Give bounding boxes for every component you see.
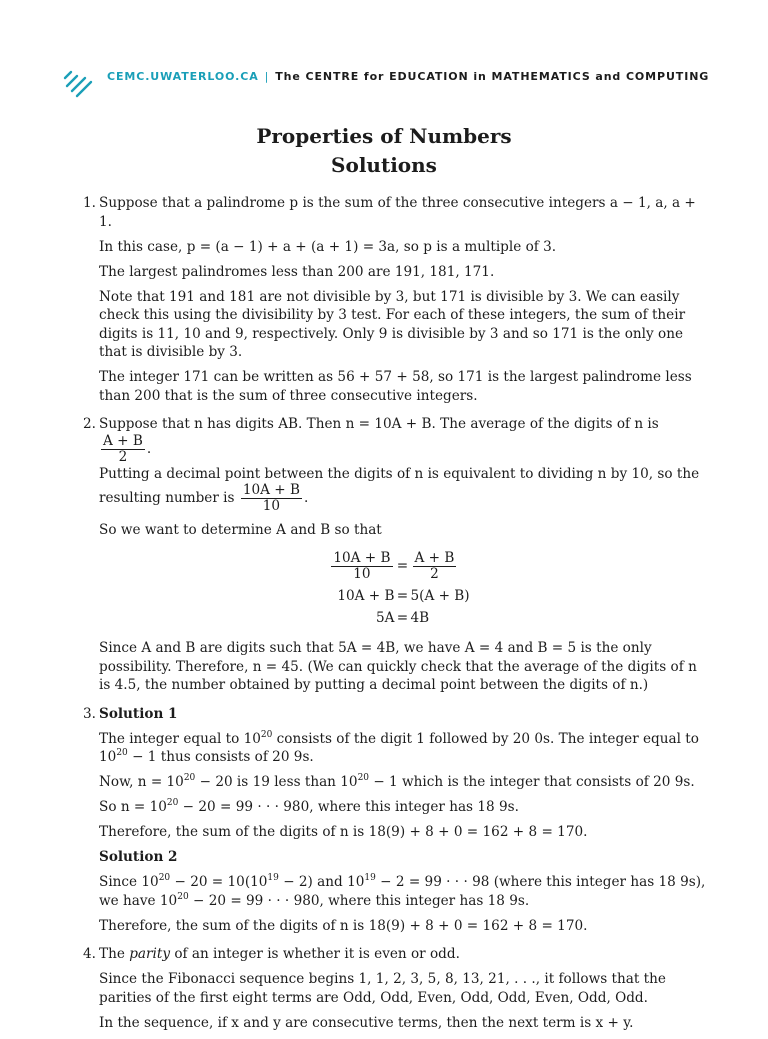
header-text: [107, 70, 709, 83]
solutions-list: [78, 194, 706, 1039]
denominator: 10: [262, 498, 281, 514]
item-number: 1.: [83, 195, 96, 211]
page-subtitle: Solutions: [331, 153, 437, 177]
item-number: 2.: [83, 416, 96, 432]
paragraph: The integer equal to $10^{20}$ consists of the digit 1 followed by 20 0s. The integer equal to $10^{20} - 1$ thus consists of 20 9s.: [99, 729, 699, 765]
denominator: 2: [118, 448, 128, 465]
solution-item-4: [78, 945, 706, 1032]
paragraph: The parity of an integer is whether it is even or odd.: [99, 946, 460, 962]
equation-rhs: 5(A + B): [410, 587, 470, 604]
equation-row: 10A + B = 5(A + B): [99, 585, 706, 607]
numerator: A + B: [414, 549, 455, 566]
numerator: A + B: [103, 432, 143, 449]
paragraph: Since A and B are digits such that 5A = 4B, we have A = 4 and B = 5 is the only possibility. Therefore, n = 45. (We can quickly check that the average of the digits of n is 4.5, the number obtained by putting a decimal point between the digits of n.): [99, 640, 697, 693]
paragraph: So $n = 10^{20} - 20 = 99$ · · · 980, where this integer has 18 9s.: [99, 798, 519, 815]
paragraph: Putting a decimal point between the digits of n is equivalent to dividing n by 10, so the resulting number is $\frac{10A + B}{10}$ .: [99, 465, 700, 514]
paragraph: Therefore, the sum of the digits of n is 18(9) + 8 + 0 = 162 + 8 = 170.: [99, 917, 588, 934]
equation-lhs: 10A + B: [337, 587, 395, 604]
paragraph: Suppose that a palindrome p is the sum of the three consecutive integers a − 1, a, a + 1.: [99, 195, 696, 230]
paragraph: Note that 191 and 181 are not divisible by 3, but 171 is divisible by 3. We can easily check this using the divisibility by 3 test. For each of these integers, the sum of their digits is 11, 10 and 9, respectively. Only 9 is divisible by 3 and so 171 is the only one that is divisible by 3.: [99, 288, 686, 360]
site-link[interactable]: CEMC.UWATERLOO.CA: [107, 70, 259, 83]
fraction: [101, 434, 145, 465]
fraction: [241, 483, 302, 514]
numerator: 10A + B: [333, 549, 391, 566]
paragraph: Suppose that n has digits AB. Then n = 10A + B. The average of the digits of n is $\frac{A + B}{2}$ .: [99, 416, 659, 465]
equation-row: 5A = 4B: [99, 607, 706, 629]
paragraph: Now, $n = 10^{20} - 20$ is 19 less than $10^{20} - 1$ which is the integer that consists of 20 9s.: [99, 773, 695, 790]
solution-item-2: [78, 415, 706, 695]
numerator: 10A + B: [242, 482, 300, 498]
text: Suppose that n has digits AB. Then n = 10A + B. The average of the digits of n is: [99, 416, 659, 432]
paragraph: Since $10^{20} - 20 = 10(10^{19} - 2)$ and $10^{19} - 2 = 99$ · · · 98 (where this integer has 18 9s), we have $10^{20} - 20 = 99$ · · · 980, where this integer has 18 9s.: [99, 873, 706, 909]
equation-block: [99, 547, 706, 629]
paragraph: Since the Fibonacci sequence begins 1, 1, 2, 3, 5, 8, 13, 21, . . ., it follows that the parities of the first eight terms are Odd, Odd, Even, Odd, Odd, Even, Odd, Odd.: [99, 971, 666, 1006]
solution-item-1: [78, 194, 706, 405]
paragraph: In this case, p = (a − 1) + a + (a + 1) = 3a, so p is a multiple of 3.: [99, 238, 557, 255]
header: [63, 58, 713, 98]
text: Putting a decimal point between the digits of n is equivalent to dividing n by 10, so the resulting number is: [99, 465, 700, 506]
paragraph: Therefore, the sum of the digits of n is 18(9) + 8 + 0 = 162 + 8 = 170.: [99, 824, 588, 840]
page-title: Properties of Numbers: [256, 124, 512, 148]
solution-heading: Solution 2: [99, 849, 178, 865]
cemc-logo-icon: [63, 64, 97, 98]
equation-rhs: 4B: [410, 609, 430, 626]
paragraph: In the sequence, if x and y are consecutive terms, then the next term is x + y.: [99, 1014, 634, 1031]
denominator: 10: [353, 565, 371, 582]
paragraph: The integer 171 can be written as 56 + 57 + 58, so 171 is the largest palindrome less than 200 that is the sum of three consecutive integers.: [99, 369, 692, 404]
centre-name: The CENTRE for EDUCATION in MATHEMATICS and COMPUTING: [275, 70, 710, 83]
solution-item-3: [78, 705, 706, 936]
paragraph: So we want to determine A and B so that: [99, 521, 382, 538]
equation-lhs: 5A: [376, 609, 395, 626]
item-number: 4.: [83, 946, 96, 962]
paragraph: The largest palindromes less than 200 are 191, 181, 171.: [99, 263, 495, 280]
denominator: 2: [430, 565, 439, 582]
header-separator: |: [264, 70, 270, 83]
equation-row: $\frac{10A + B}{10}$ = $\frac{A + B}{2}$: [333, 549, 455, 582]
item-number: 3.: [83, 705, 96, 722]
solution-heading: Solution 1: [99, 705, 178, 722]
